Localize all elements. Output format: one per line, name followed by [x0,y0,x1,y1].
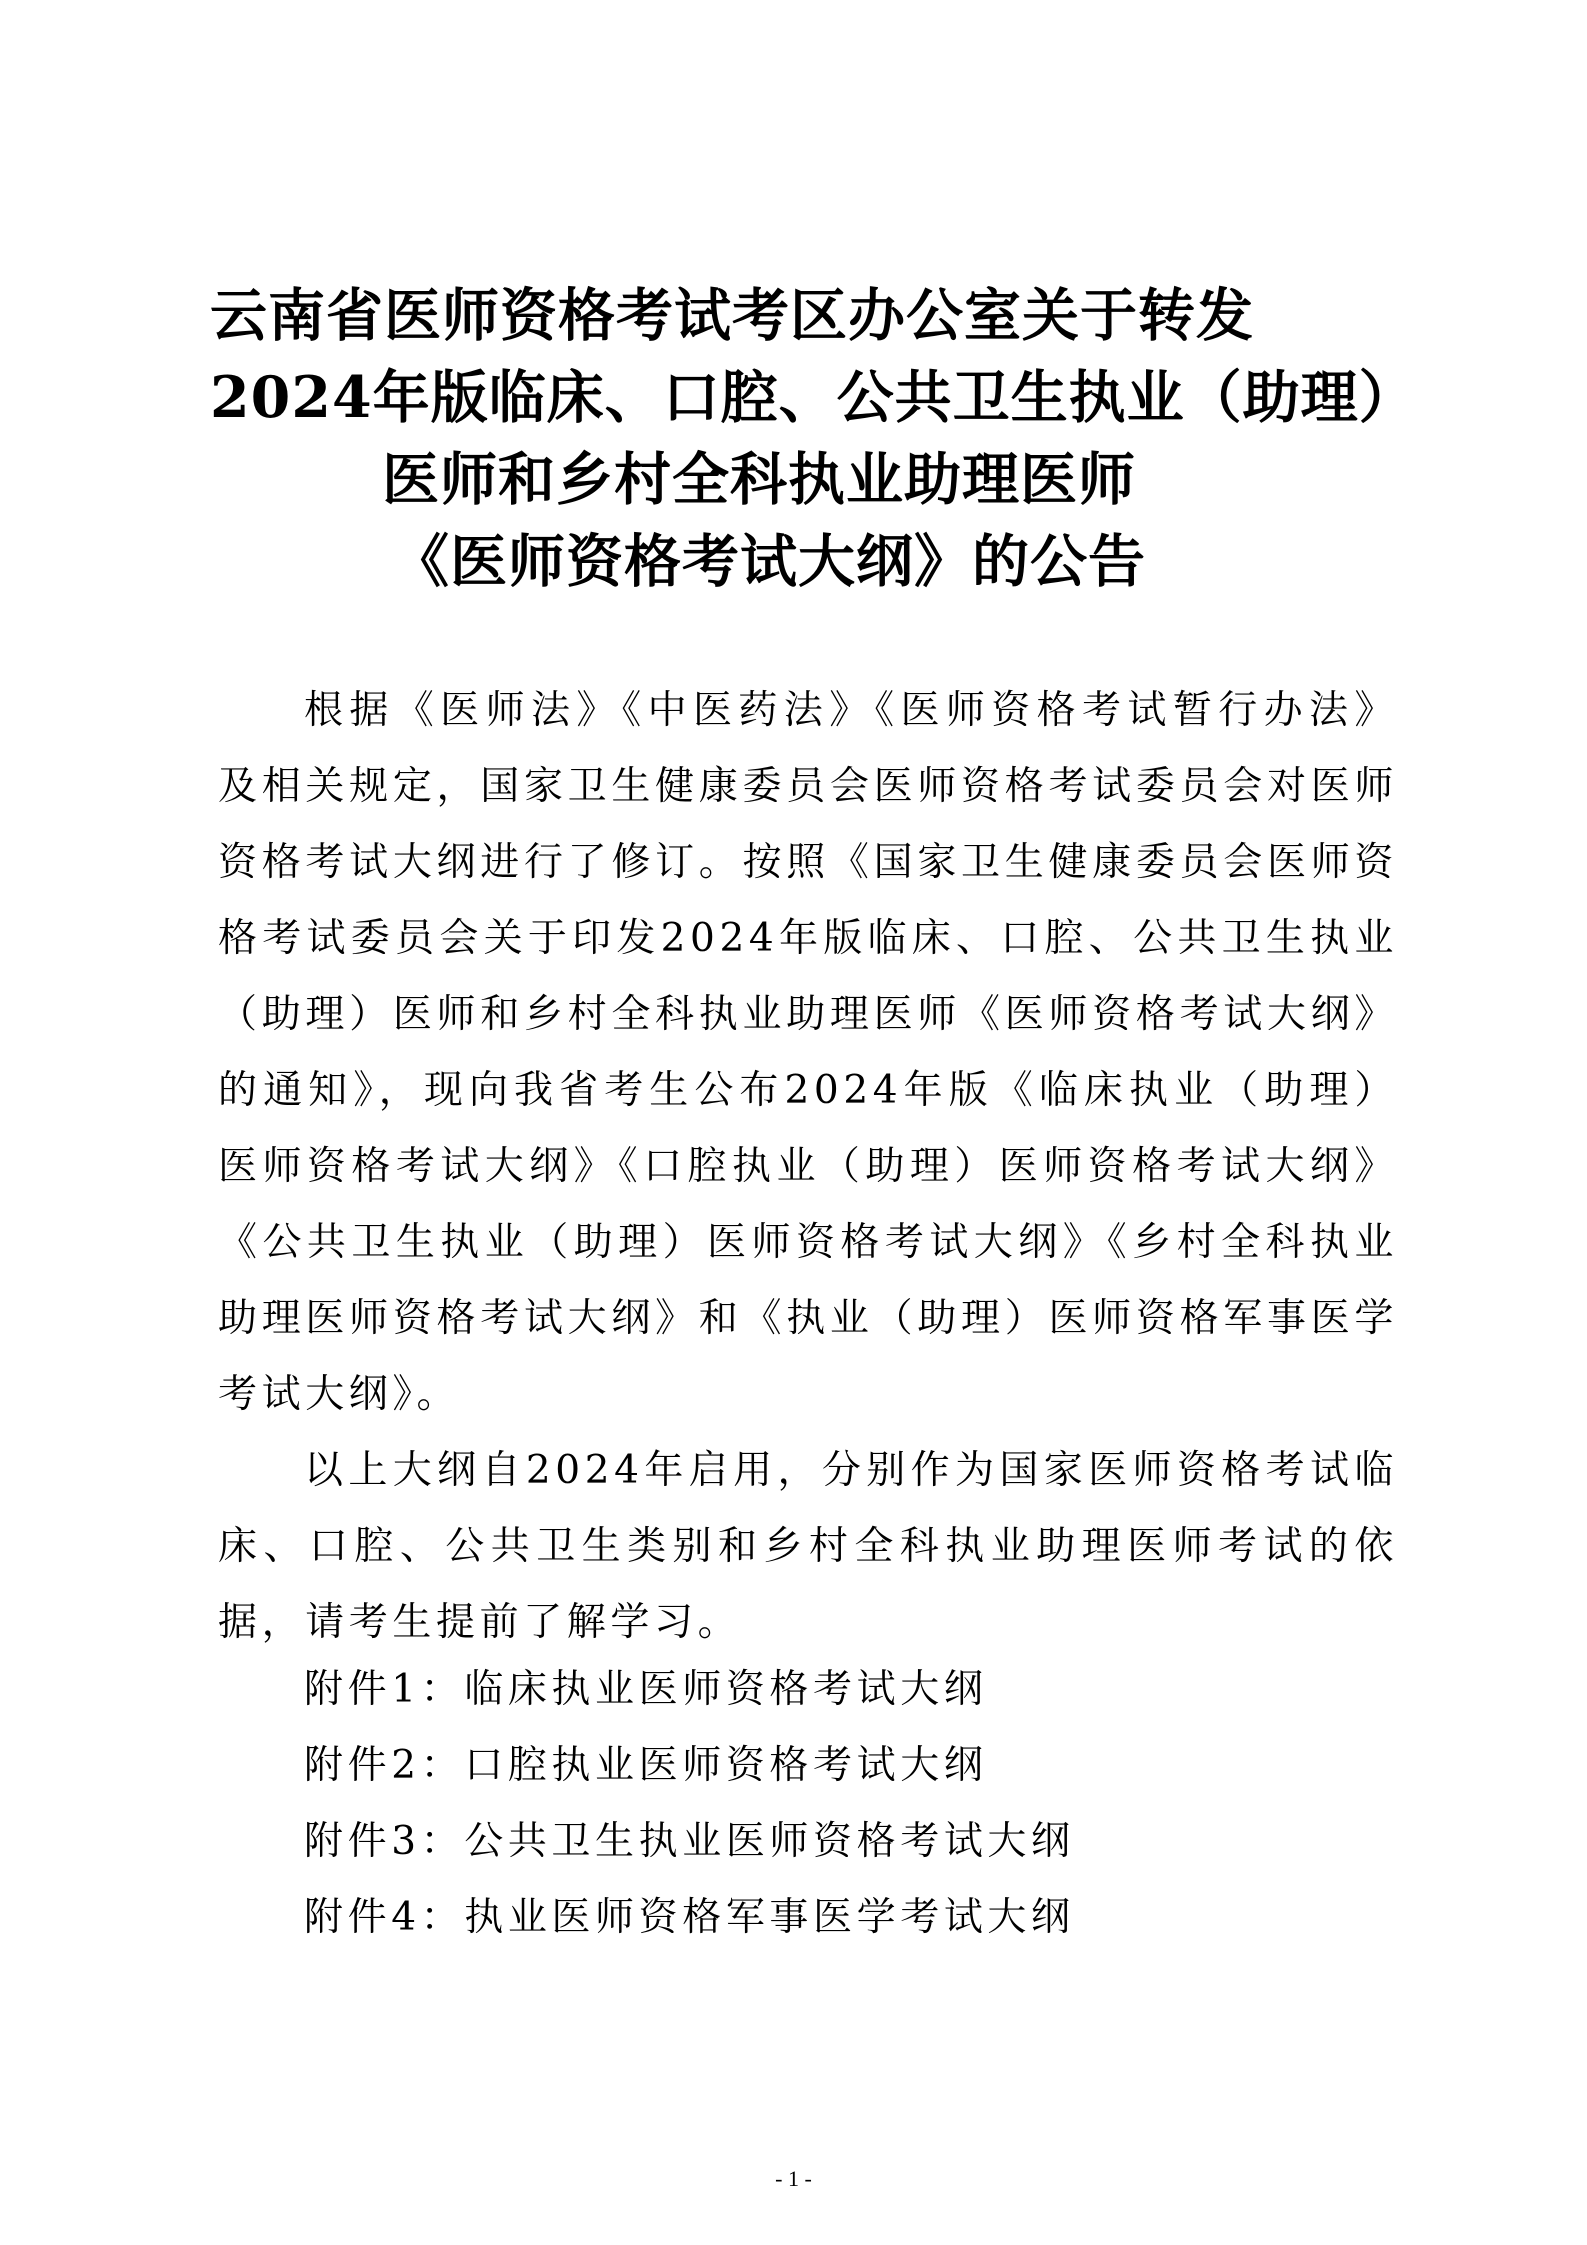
attachment-item: 附件3：公共卫生执业医师资格考试大纲 [304,1819,1075,1864]
title-line: 云南省医师资格考试考区办公室关于转发 [210,282,1254,349]
document-body [218,673,1398,1661]
body-paragraph: 根据《医师法》《中医药法》《医师资格考试暂行办法》及相关规定，国家卫生健康委员会医师资格考试委员会对医师资格考试大纲进行了修订。按照《国家卫生健康委员会医师资格考试委员会关于印发2024年版临床、口腔、公共卫生执业（助理）医师和乡村全科执业助理医师《医师资格考试大纲》的通知》，现向我省考生公布2024年版《临床执业（助理）医师资格考试大纲》《口腔执业（助理）医师资格考试大纲》《公共卫生执业（助理）医师资格考试大纲》《乡村全科执业助理医师资格考试大纲》和《执业（助理）医师资格军事医学考试大纲》。 [218,688,1398,1417]
body-paragraph: 以上大纲自2024年启用，分别作为国家医师资格考试临床、口腔、公共卫生类别和乡村全科执业助理医师考试的依据，请考生提前了解学习。 [218,1448,1398,1645]
page-number: - 1 - [775,2166,812,2191]
attachment-item: 附件1：临床执业医师资格考试大纲 [304,1667,988,1712]
attachment-list [304,1652,1304,1956]
title-line: 《医师资格考试大纲》的公告 [392,528,1146,595]
document-title [210,275,1417,603]
title-line: 医师和乡村全科执业助理医师 [382,446,1136,513]
attachment-item: 附件4：执业医师资格军事医学考试大纲 [304,1895,1075,1940]
title-line: 2024年版临床、口腔、公共卫生执业（助理） [210,364,1417,431]
attachment-item: 附件2：口腔执业医师资格考试大纲 [304,1743,988,1788]
